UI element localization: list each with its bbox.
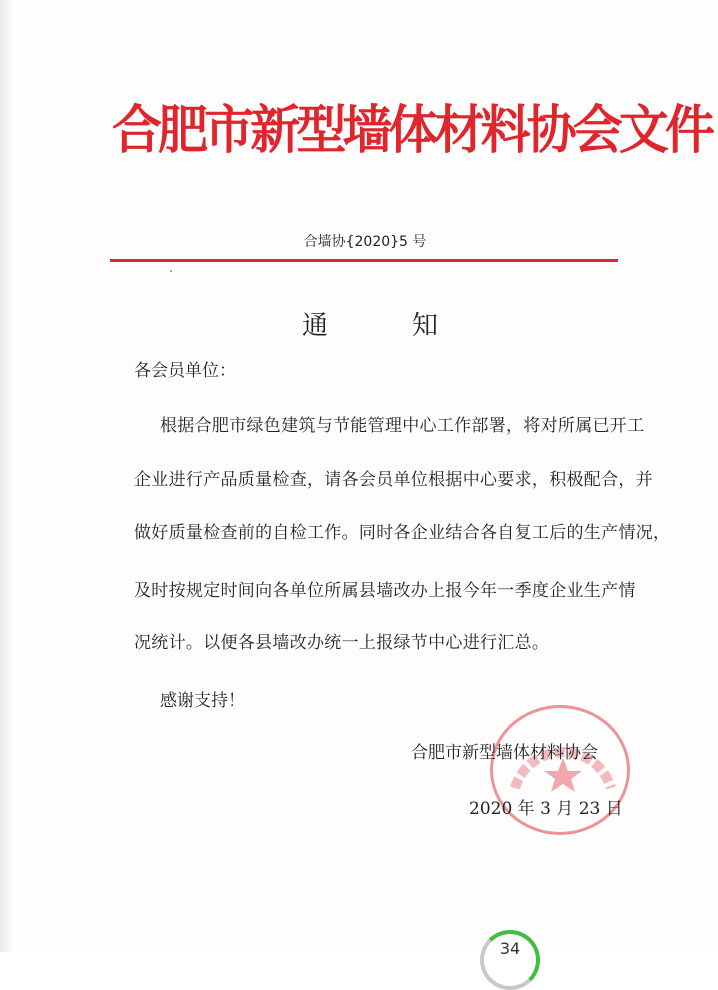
body-line-5: 况统计。以便各县墙改办统一上报绿节中心进行汇总。 — [134, 633, 550, 653]
scan-edge-shadow — [0, 0, 14, 952]
salutation: 各会员单位： — [134, 361, 236, 381]
scan-speck — [170, 270, 172, 272]
body-line-3: 做好质量检查前的自检工作。同时各企业结合各自复工后的生产情况， — [134, 523, 671, 543]
signature-organization: 合肥市新型墙体材料协会 — [411, 743, 598, 763]
header-red-rule — [110, 259, 618, 262]
notice-title-char-2: 知 — [412, 311, 439, 341]
notice-title-char-1: 通 — [302, 311, 329, 341]
body-line-2: 企业进行产品质量检查，请各会员单位根据中心要求，积极配合，并 — [134, 470, 653, 490]
body-line-1: 根据合肥市绿色建筑与节能管理中心工作部署，将对所属已开工 — [160, 416, 645, 436]
document-number: 合墙协{2020}5 号 — [303, 234, 427, 250]
document-header-title: 合肥市新型墙体材料协会文件 — [112, 101, 712, 161]
page-number-badge — [480, 930, 540, 990]
body-line-4: 及时按规定时间向各单位所属县墙改办上报今年一季度企业生产情 — [134, 581, 636, 601]
thanks-text: 感谢支持！ — [160, 691, 245, 711]
signature-date: 2020 年 3 月 23 日 — [469, 799, 623, 819]
page-number: 34 — [499, 939, 521, 958]
